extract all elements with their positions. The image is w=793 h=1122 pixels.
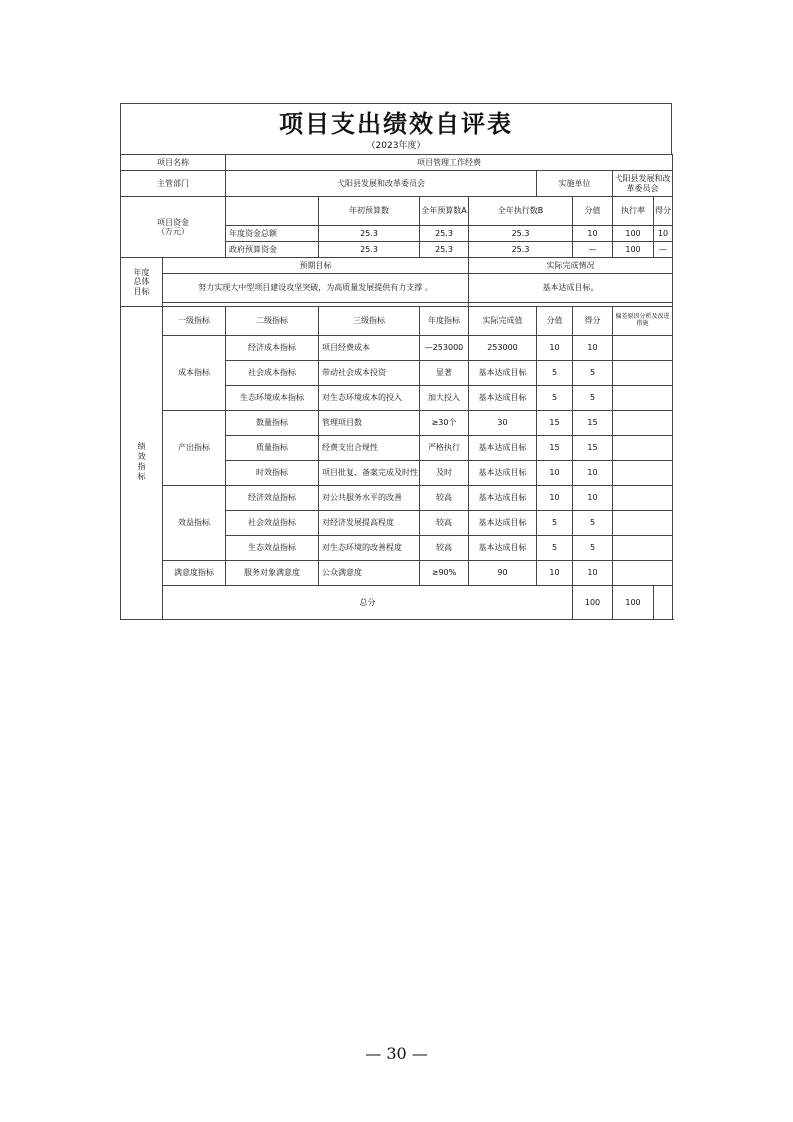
target-cell: 较高 (420, 536, 469, 561)
actual-cell: 基本达成目标 (469, 461, 537, 486)
goals-label-line3: 目标 (133, 286, 150, 296)
score-cell: 5 (537, 511, 573, 536)
total-row (121, 586, 673, 620)
level2-cell: 社会成本指标 (226, 361, 319, 386)
target-cell: ≥30个 (420, 411, 469, 436)
deviation-cell (613, 511, 673, 536)
funds-cell: — (573, 242, 613, 258)
perf-header: 二级指标 (226, 307, 319, 336)
expected-goal-text: 努力实现大中型项目建设攻坚突破，为高质量发展提供有力支撑 。 (163, 274, 469, 303)
deviation-cell (613, 336, 673, 361)
target-cell: 严格执行 (420, 436, 469, 461)
total-label: 总分 (163, 586, 573, 620)
perf-side-label (121, 307, 163, 620)
target-cell: 显著 (420, 361, 469, 386)
level1-cell: 效益指标 (163, 486, 226, 561)
funds-label (121, 197, 226, 258)
actual-cell: 基本达成目标 (469, 386, 537, 411)
score-cell: 15 (537, 411, 573, 436)
funds-header-row (121, 197, 673, 226)
got-cell: 10 (573, 336, 613, 361)
score-cell: 10 (537, 561, 573, 586)
actual-cell: 253000 (469, 336, 537, 361)
impl-label: 实施单位 (537, 171, 613, 197)
target-cell: 较高 (420, 486, 469, 511)
funds-cell: — (654, 242, 673, 258)
perf-row (121, 411, 673, 436)
actual-cell: 基本达成目标 (469, 361, 537, 386)
target-cell: ≥90% (420, 561, 469, 586)
level2-cell: 经济效益指标 (226, 486, 319, 511)
perf-header: 实际完成值 (469, 307, 537, 336)
perf-header: 三级指标 (319, 307, 420, 336)
level2-cell: 生态环境成本指标 (226, 386, 319, 411)
got-cell: 5 (573, 361, 613, 386)
deviation-cell (613, 386, 673, 411)
got-cell: 5 (573, 386, 613, 411)
goals-label-line2: 总体 (133, 277, 150, 287)
evaluation-table (120, 154, 673, 620)
level2-cell: 服务对象满意度 (226, 561, 319, 586)
funds-cell: 25.3 (469, 242, 573, 258)
evaluation-sheet (120, 103, 672, 620)
level3-cell: 对生态环境成本的投入 (319, 386, 420, 411)
funds-cell: 100 (613, 226, 654, 242)
level3-cell: 对公共服务水平的改善 (319, 486, 420, 511)
goals-row (121, 274, 673, 303)
perf-row (121, 336, 673, 361)
level3-cell: 经费支出合规性 (319, 436, 420, 461)
funds-header-points: 分值 (573, 197, 613, 226)
funds-row-label: 政府预算资金 (226, 242, 319, 258)
level3-cell: 对生态环境的改善程度 (319, 536, 420, 561)
actual-cell: 基本达成目标 (469, 511, 537, 536)
funds-cell: 25.3 (469, 226, 573, 242)
dept-label: 主管部门 (121, 171, 226, 197)
funds-label-line2: （万元） (157, 227, 189, 236)
got-cell: 5 (573, 536, 613, 561)
expected-goal-header: 预期目标 (163, 258, 469, 274)
funds-cell: 25.3 (319, 226, 420, 242)
got-cell: 5 (573, 511, 613, 536)
level3-cell: 项目经费成本 (319, 336, 420, 361)
level2-cell: 数量指标 (226, 411, 319, 436)
level1-cell: 产出指标 (163, 411, 226, 486)
deviation-cell (613, 461, 673, 486)
deviation-cell (613, 561, 673, 586)
funds-header-rate: 执行率 (613, 197, 654, 226)
funds-cell: 100 (613, 242, 654, 258)
perf-row (121, 486, 673, 511)
level3-cell: 管理项目数 (319, 411, 420, 436)
funds-header-initial: 年初预算数 (319, 197, 420, 226)
funds-cell: 10 (573, 226, 613, 242)
perf-header: 年度指标 (420, 307, 469, 336)
score-cell: 10 (537, 461, 573, 486)
level2-cell: 社会效益指标 (226, 511, 319, 536)
funds-cell: 10 (654, 226, 673, 242)
level3-cell: 对经济发展提高程度 (319, 511, 420, 536)
funds-header-score: 得分 (654, 197, 673, 226)
total-score: 100 (573, 586, 613, 620)
deviation-cell (613, 536, 673, 561)
target-cell: 较高 (420, 511, 469, 536)
actual-cell: 90 (469, 561, 537, 586)
score-cell: 15 (537, 436, 573, 461)
funds-row-label: 年度资金总额 (226, 226, 319, 242)
perf-header: 偏差原因分析及改进措施 (613, 307, 673, 336)
actual-cell: 基本达成目标 (469, 536, 537, 561)
total-deviation (654, 586, 673, 620)
project-row (121, 155, 673, 171)
actual-result-header: 实际完成情况 (469, 258, 673, 274)
goals-label (121, 258, 163, 307)
level2-cell: 质量指标 (226, 436, 319, 461)
funds-header-executed: 全年执行数B (469, 197, 573, 226)
actual-cell: 基本达成目标 (469, 486, 537, 511)
funds-label-line1: 项目资金 (157, 217, 189, 227)
level2-cell: 时效指标 (226, 461, 319, 486)
actual-cell: 30 (469, 411, 537, 436)
funds-cell: 25.3 (319, 242, 420, 258)
score-cell: 5 (537, 536, 573, 561)
funds-header-blank (226, 197, 319, 226)
score-cell: 10 (537, 336, 573, 361)
got-cell: 10 (573, 561, 613, 586)
score-cell: 10 (537, 486, 573, 511)
deviation-cell (613, 361, 673, 386)
actual-cell: 基本达成目标 (469, 436, 537, 461)
goals-label-line1: 年度 (133, 268, 150, 278)
level1-cell: 满意度指标 (163, 561, 226, 586)
perf-row (121, 561, 673, 586)
level1-cell: 成本指标 (163, 336, 226, 411)
target-cell: —253000 (420, 336, 469, 361)
deviation-cell (613, 436, 673, 461)
year-label: （2023年度） (120, 138, 672, 154)
level2-cell: 经济成本指标 (226, 336, 319, 361)
funds-header-annual: 全年预算数A (420, 197, 469, 226)
project-value: 项目管理工作经费 (226, 155, 673, 171)
target-cell: 及时 (420, 461, 469, 486)
dept-value: 弋阳县发展和改革委员会 (226, 171, 537, 197)
actual-result-text: 基本达成目标。 (469, 274, 673, 303)
score-cell: 5 (537, 386, 573, 411)
goals-header-row (121, 258, 673, 274)
perf-side-text: 绩效指标 (137, 441, 147, 482)
got-cell: 10 (573, 486, 613, 511)
level3-cell: 项目批复、备案完成及时性 (319, 461, 420, 486)
deviation-cell (613, 486, 673, 511)
level3-cell: 公众满意度 (319, 561, 420, 586)
score-cell: 5 (537, 361, 573, 386)
total-got: 100 (613, 586, 654, 620)
funds-cell: 25.3 (420, 242, 469, 258)
impl-value: 弋阳县发展和改革委员会 (613, 171, 673, 197)
page-number: — 30 — (365, 1044, 428, 1063)
got-cell: 15 (573, 436, 613, 461)
level3-cell: 带动社会成本投资 (319, 361, 420, 386)
dept-row (121, 171, 673, 197)
got-cell: 10 (573, 461, 613, 486)
page-title: 项目支出绩效自评表 (120, 103, 672, 138)
got-cell: 15 (573, 411, 613, 436)
deviation-cell (613, 411, 673, 436)
perf-header-row (121, 307, 673, 336)
perf-header: 一级指标 (163, 307, 226, 336)
project-label: 项目名称 (121, 155, 226, 171)
perf-header: 分值 (537, 307, 573, 336)
target-cell: 加大投入 (420, 386, 469, 411)
level2-cell: 生态效益指标 (226, 536, 319, 561)
funds-cell: 25.3 (420, 226, 469, 242)
perf-header: 得分 (573, 307, 613, 336)
